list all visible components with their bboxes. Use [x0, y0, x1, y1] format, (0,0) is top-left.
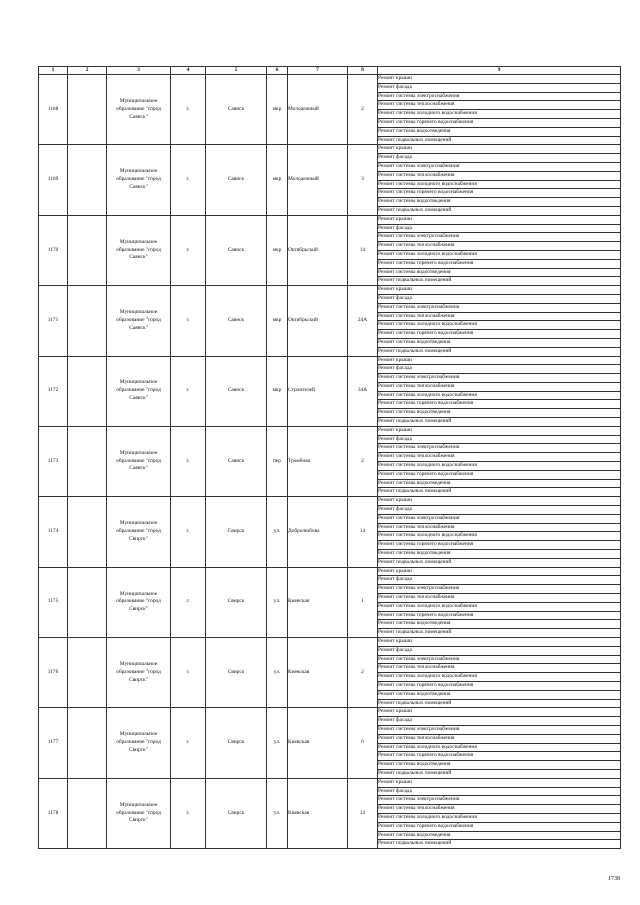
work-type-cell: Ремонт подвальных помещений: [378, 277, 621, 286]
empty-cell: [68, 215, 107, 285]
work-type-cell: Ремонт подвальных помещений: [378, 206, 621, 215]
header-row: [39, 67, 621, 75]
work-type-cell: Ремонт системы горячего водоснабжения: [378, 822, 621, 831]
header-col-5: 5: [206, 67, 267, 75]
settlement-cell: Саянск: [206, 286, 267, 356]
street-cell: Молодежный: [288, 75, 348, 145]
work-type-cell: Ремонт системы теплоснабжения: [378, 312, 621, 321]
work-row: [39, 426, 621, 435]
street-cell: Киевская: [288, 708, 348, 778]
work-type-cell: Ремонт системы водоотведения: [378, 690, 621, 699]
register-body: [39, 75, 621, 849]
street-cell: Киевская: [288, 638, 348, 708]
work-type-cell: Ремонт системы холодного водоснабжения: [378, 321, 621, 330]
street-cell: Киевская: [288, 778, 348, 848]
settlement-cell: Свирск: [206, 638, 267, 708]
work-type-cell: Ремонт системы водоотведения: [378, 620, 621, 629]
settlement-type-cell: г.: [171, 708, 206, 778]
work-type-cell: Ремонт системы холодного водоснабжения: [378, 602, 621, 611]
street-type-cell: ул.: [267, 708, 288, 778]
record-number: 1170: [39, 215, 68, 285]
house-number-cell: 14: [348, 497, 378, 567]
work-type-cell: Ремонт крыши: [378, 708, 621, 717]
work-type-cell: Ремонт системы холодного водоснабжения: [378, 462, 621, 471]
empty-cell: [68, 567, 107, 637]
work-type-cell: Ремонт фасада: [378, 154, 621, 163]
house-number-cell: 2: [348, 75, 378, 145]
header-col-2: 2: [68, 67, 107, 75]
empty-cell: [68, 356, 107, 426]
work-type-cell: Ремонт фасада: [378, 506, 621, 515]
street-cell: Молодежный: [288, 145, 348, 215]
work-type-cell: Ремонт системы теплоснабжения: [378, 171, 621, 180]
street-type-cell: пер: [267, 426, 288, 496]
settlement-type-cell: г.: [171, 145, 206, 215]
work-type-cell: Ремонт фасада: [378, 224, 621, 233]
work-row: [39, 75, 621, 84]
works-register-table: [38, 66, 621, 849]
header-col-3: 3: [107, 67, 171, 75]
work-type-cell: Ремонт фасада: [378, 717, 621, 726]
street-cell: Октябрьский: [288, 215, 348, 285]
record-number: 1177: [39, 708, 68, 778]
work-type-cell: Ремонт системы теплоснабжения: [378, 523, 621, 532]
house-number-cell: 6: [348, 708, 378, 778]
street-type-cell: мкр: [267, 286, 288, 356]
work-type-cell: Ремонт системы электроснабжения: [378, 655, 621, 664]
work-type-cell: Ремонт системы электроснабжения: [378, 444, 621, 453]
work-type-cell: Ремонт системы водоотведения: [378, 831, 621, 840]
settlement-cell: Свирск: [206, 708, 267, 778]
work-type-cell: Ремонт системы электроснабжения: [378, 162, 621, 171]
municipality-cell: Муниципальное образование "город Саянск": [107, 215, 171, 285]
work-row: [39, 356, 621, 365]
settlement-type-cell: г.: [171, 778, 206, 848]
street-cell: Октябрьский: [288, 286, 348, 356]
record-number: 1178: [39, 778, 68, 848]
municipality-cell: Муниципальное образование "город Свирск": [107, 497, 171, 567]
street-cell: Киевская: [288, 567, 348, 637]
work-type-cell: Ремонт системы теплоснабжения: [378, 594, 621, 603]
work-type-cell: Ремонт системы электроснабжения: [378, 233, 621, 242]
work-type-cell: Ремонт системы холодного водоснабжения: [378, 532, 621, 541]
street-cell: Тромбова: [288, 426, 348, 496]
settlement-type-cell: г.: [171, 638, 206, 708]
work-type-cell: Ремонт фасада: [378, 83, 621, 92]
header-col-9: 9: [378, 67, 621, 75]
municipality-cell: Муниципальное образование "город Саянск": [107, 286, 171, 356]
street-type-cell: ул.: [267, 638, 288, 708]
header-col-6: 6: [267, 67, 288, 75]
work-row: [39, 145, 621, 154]
house-number-cell: 3: [348, 145, 378, 215]
work-type-cell: Ремонт крыши: [378, 497, 621, 506]
work-type-cell: Ремонт крыши: [378, 286, 621, 295]
municipality-cell: Муниципальное образование "город Саянск": [107, 75, 171, 145]
empty-cell: [68, 426, 107, 496]
work-type-cell: Ремонт системы водоотведения: [378, 761, 621, 770]
municipality-cell: Муниципальное образование "город Свирск": [107, 638, 171, 708]
municipality-cell: Муниципальное образование "город Саянск": [107, 356, 171, 426]
work-type-cell: Ремонт системы горячего водоснабжения: [378, 752, 621, 761]
work-type-cell: Ремонт системы водоотведения: [378, 198, 621, 207]
work-type-cell: Ремонт системы электроснабжения: [378, 303, 621, 312]
work-type-cell: Ремонт системы электроснабжения: [378, 585, 621, 594]
work-type-cell: Ремонт системы водоотведения: [378, 409, 621, 418]
work-type-cell: Ремонт системы водоотведения: [378, 127, 621, 136]
empty-cell: [68, 145, 107, 215]
record-number: 1168: [39, 75, 68, 145]
municipality-cell: Муниципальное образование "город Свирск": [107, 778, 171, 848]
work-type-cell: Ремонт системы холодного водоснабжения: [378, 813, 621, 822]
work-type-cell: Ремонт системы теплоснабжения: [378, 101, 621, 110]
municipality-cell: Муниципальное образование "город Саянск": [107, 426, 171, 496]
settlement-cell: Свирск: [206, 497, 267, 567]
work-type-cell: Ремонт подвальных помещений: [378, 488, 621, 497]
work-type-cell: Ремонт системы горячего водоснабжения: [378, 611, 621, 620]
settlement-type-cell: г.: [171, 426, 206, 496]
work-type-cell: Ремонт подвальных помещений: [378, 136, 621, 145]
municipality-cell: Муниципальное образование "город Саянск": [107, 145, 171, 215]
street-type-cell: ул.: [267, 778, 288, 848]
house-number-cell: 2: [348, 638, 378, 708]
work-type-cell: Ремонт системы водоотведения: [378, 338, 621, 347]
work-type-cell: Ремонт фасада: [378, 294, 621, 303]
record-number: 1174: [39, 497, 68, 567]
work-type-cell: Ремонт системы водоотведения: [378, 268, 621, 277]
work-type-cell: Ремонт фасада: [378, 435, 621, 444]
work-type-cell: Ремонт системы теплоснабжения: [378, 242, 621, 251]
header-col-1: 1: [39, 67, 68, 75]
work-type-cell: Ремонт системы горячего водоснабжения: [378, 189, 621, 198]
work-type-cell: Ремонт крыши: [378, 567, 621, 576]
header-col-8: 8: [348, 67, 378, 75]
empty-cell: [68, 708, 107, 778]
settlement-cell: Саянск: [206, 145, 267, 215]
record-number: 1172: [39, 356, 68, 426]
settlement-cell: Свирск: [206, 778, 267, 848]
work-type-cell: Ремонт крыши: [378, 145, 621, 154]
work-type-cell: Ремонт системы теплоснабжения: [378, 453, 621, 462]
work-type-cell: Ремонт фасада: [378, 365, 621, 374]
work-type-cell: Ремонт системы горячего водоснабжения: [378, 541, 621, 550]
house-number-cell: 34А: [348, 356, 378, 426]
work-type-cell: Ремонт подвальных помещений: [378, 629, 621, 638]
work-row: [39, 567, 621, 576]
work-type-cell: Ремонт подвальных помещений: [378, 699, 621, 708]
work-row: [39, 638, 621, 647]
work-type-cell: Ремонт системы горячего водоснабжения: [378, 118, 621, 127]
work-type-cell: Ремонт крыши: [378, 215, 621, 224]
empty-cell: [68, 638, 107, 708]
work-type-cell: Ремонт системы холодного водоснабжения: [378, 180, 621, 189]
work-type-cell: Ремонт крыши: [378, 638, 621, 647]
work-type-cell: Ремонт подвальных помещений: [378, 840, 621, 849]
work-type-cell: Ремонт системы электроснабжения: [378, 725, 621, 734]
settlement-cell: Саянск: [206, 75, 267, 145]
work-type-cell: Ремонт крыши: [378, 75, 621, 84]
settlement-cell: Саянск: [206, 426, 267, 496]
record-number: 1169: [39, 145, 68, 215]
work-type-cell: Ремонт системы электроснабжения: [378, 514, 621, 523]
work-type-cell: Ремонт системы электроснабжения: [378, 374, 621, 383]
work-type-cell: Ремонт системы холодного водоснабжения: [378, 250, 621, 259]
empty-cell: [68, 778, 107, 848]
work-type-cell: Ремонт подвальных помещений: [378, 558, 621, 567]
work-row: [39, 497, 621, 506]
record-number: 1175: [39, 567, 68, 637]
work-type-cell: Ремонт системы горячего водоснабжения: [378, 400, 621, 409]
work-type-cell: Ремонт подвальных помещений: [378, 347, 621, 356]
work-type-cell: Ремонт крыши: [378, 778, 621, 787]
street-type-cell: мкр: [267, 75, 288, 145]
work-type-cell: Ремонт системы холодного водоснабжения: [378, 673, 621, 682]
street-type-cell: мкр: [267, 215, 288, 285]
work-type-cell: Ремонт системы теплоснабжения: [378, 664, 621, 673]
street-type-cell: мкр: [267, 356, 288, 426]
work-type-cell: Ремонт системы холодного водоснабжения: [378, 110, 621, 119]
street-type-cell: ул.: [267, 567, 288, 637]
municipality-cell: Муниципальное образование "город Свирск": [107, 708, 171, 778]
settlement-type-cell: г.: [171, 215, 206, 285]
work-type-cell: Ремонт системы холодного водоснабжения: [378, 391, 621, 400]
empty-cell: [68, 75, 107, 145]
header-col-7: 7: [288, 67, 348, 75]
work-type-cell: Ремонт крыши: [378, 356, 621, 365]
work-type-cell: Ремонт фасада: [378, 646, 621, 655]
empty-cell: [68, 286, 107, 356]
work-type-cell: Ремонт системы водоотведения: [378, 479, 621, 488]
house-number-cell: 2: [348, 426, 378, 496]
record-number: 1171: [39, 286, 68, 356]
settlement-type-cell: г.: [171, 286, 206, 356]
record-number: 1173: [39, 426, 68, 496]
work-type-cell: Ремонт системы теплоснабжения: [378, 382, 621, 391]
work-row: [39, 286, 621, 295]
record-number: 1176: [39, 638, 68, 708]
settlement-type-cell: г.: [171, 497, 206, 567]
house-number-cell: 14: [348, 215, 378, 285]
empty-cell: [68, 497, 107, 567]
settlement-cell: Свирск: [206, 567, 267, 637]
house-number-cell: 12: [348, 778, 378, 848]
settlement-type-cell: г.: [171, 75, 206, 145]
street-cell: Строителей: [288, 356, 348, 426]
work-type-cell: Ремонт системы горячего водоснабжения: [378, 470, 621, 479]
work-type-cell: Ремонт системы водоотведения: [378, 550, 621, 559]
work-type-cell: Ремонт системы электроснабжения: [378, 92, 621, 101]
work-type-cell: Ремонт системы горячего водоснабжения: [378, 681, 621, 690]
work-type-cell: Ремонт фасада: [378, 576, 621, 585]
street-type-cell: ул.: [267, 497, 288, 567]
municipality-cell: Муниципальное образование "город Свирск": [107, 567, 171, 637]
work-type-cell: Ремонт фасада: [378, 787, 621, 796]
header-col-4: 4: [171, 67, 206, 75]
street-type-cell: мкр: [267, 145, 288, 215]
work-type-cell: Ремонт системы теплоснабжения: [378, 734, 621, 743]
work-type-cell: Ремонт системы электроснабжения: [378, 796, 621, 805]
work-type-cell: Ремонт системы горячего водоснабжения: [378, 330, 621, 339]
house-number-cell: 1: [348, 567, 378, 637]
settlement-cell: Саянск: [206, 356, 267, 426]
settlement-type-cell: г.: [171, 567, 206, 637]
work-row: [39, 215, 621, 224]
work-type-cell: Ремонт системы холодного водоснабжения: [378, 743, 621, 752]
work-type-cell: Ремонт крыши: [378, 426, 621, 435]
street-cell: Добролюбова: [288, 497, 348, 567]
work-type-cell: Ремонт системы теплоснабжения: [378, 805, 621, 814]
house-number-cell: 24А: [348, 286, 378, 356]
work-type-cell: Ремонт системы горячего водоснабжения: [378, 259, 621, 268]
settlement-cell: Саянск: [206, 215, 267, 285]
work-row: [39, 778, 621, 787]
settlement-type-cell: г.: [171, 356, 206, 426]
page-number: 1738: [608, 876, 620, 882]
work-type-cell: Ремонт подвальных помещений: [378, 769, 621, 778]
work-type-cell: Ремонт подвальных помещений: [378, 418, 621, 427]
work-row: [39, 708, 621, 717]
